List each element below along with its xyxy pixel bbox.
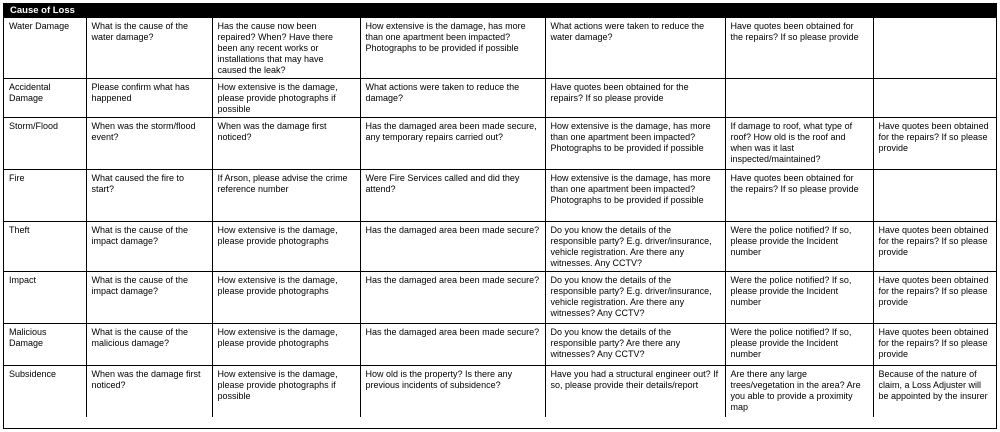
table-row xyxy=(4,324,996,366)
question-5: Have quotes been obtained for the repairs? If so please provide xyxy=(725,18,873,79)
question-6 xyxy=(873,170,996,222)
question-5 xyxy=(725,79,873,118)
question-4: Do you know the details of the responsible party? E.g. driver/insurance, vehicle registration. Are there any witnesses. Any CCTV? xyxy=(545,222,725,272)
question-2: How extensive is the damage, please provide photographs xyxy=(212,324,360,366)
question-2: When was the damage first noticed? xyxy=(212,118,360,170)
cause-of-loss-table xyxy=(3,3,997,429)
question-2: If Arson, please advise the crime reference number xyxy=(212,170,360,222)
question-4: Have you had a structural engineer out? If so, please provide their details/report xyxy=(545,366,725,417)
question-2: How extensive is the damage, please provide photographs if possible xyxy=(212,366,360,417)
question-1: What caused the fire to start? xyxy=(86,170,212,222)
question-5: Were the police notified? If so, please provide the Incident number xyxy=(725,272,873,324)
question-5: Have quotes been obtained for the repairs? If so please provide xyxy=(725,170,873,222)
question-3: Has the damaged area been made secure, any temporary repairs carried out? xyxy=(360,118,545,170)
question-4: Do you know the details of the responsible party? E.g. driver/insurance, vehicle registration. Are there any witnesses? Any CCTV? xyxy=(545,272,725,324)
question-5: If damage to roof, what type of roof? How old is the roof and when was it last inspected/maintained? xyxy=(725,118,873,170)
question-1: When was the damage first noticed? xyxy=(86,366,212,417)
question-2: How extensive is the damage, please provide photographs if possible xyxy=(212,79,360,118)
question-1: What is the cause of the malicious damage? xyxy=(86,324,212,366)
question-3: Has the damaged area been made secure? xyxy=(360,272,545,324)
cause-cell: Water Damage xyxy=(4,18,86,79)
table-title: Cause of Loss xyxy=(4,4,996,18)
table-row xyxy=(4,170,996,222)
questions-grid xyxy=(4,18,996,417)
question-1: Please confirm what has happened xyxy=(86,79,212,118)
table-row xyxy=(4,118,996,170)
question-6 xyxy=(873,79,996,118)
question-6: Have quotes been obtained for the repairs? If so please provide xyxy=(873,272,996,324)
cause-cell: Impact xyxy=(4,272,86,324)
question-5: Were the police notified? If so, please provide the Incident number xyxy=(725,324,873,366)
question-6: Because of the nature of claim, a Loss Adjuster will be appointed by the insurer xyxy=(873,366,996,417)
cause-cell: Theft xyxy=(4,222,86,272)
cause-cell: Fire xyxy=(4,170,86,222)
question-3: Has the damaged area been made secure? xyxy=(360,222,545,272)
question-3: How old is the property? Is there any previous incidents of subsidence? xyxy=(360,366,545,417)
question-6: Have quotes been obtained for the repairs? If so please provide xyxy=(873,118,996,170)
cause-cell: Malicious Damage xyxy=(4,324,86,366)
table-row xyxy=(4,272,996,324)
question-4: What actions were taken to reduce the water damage? xyxy=(545,18,725,79)
cause-cell: Accidental Damage xyxy=(4,79,86,118)
question-4: Do you know the details of the responsible party? Are there any witnesses? Any CCTV? xyxy=(545,324,725,366)
question-3: Has the damaged area been made secure? xyxy=(360,324,545,366)
question-3: What actions were taken to reduce the damage? xyxy=(360,79,545,118)
cause-cell: Storm/Flood xyxy=(4,118,86,170)
table-row xyxy=(4,18,996,79)
table-row xyxy=(4,79,996,118)
question-2: How extensive is the damage, please provide photographs xyxy=(212,222,360,272)
table-row xyxy=(4,222,996,272)
question-2: How extensive is the damage, please provide photographs xyxy=(212,272,360,324)
question-1: What is the cause of the impact damage? xyxy=(86,222,212,272)
question-1: What is the cause of the impact damage? xyxy=(86,272,212,324)
question-6: Have quotes been obtained for the repairs? If so please provide xyxy=(873,222,996,272)
question-2: Has the cause now been repaired? When? Have there been any recent works or installations that may have caused the leak? xyxy=(212,18,360,79)
question-5: Are there any large trees/vegetation in the area? Are you able to provide a proximity map xyxy=(725,366,873,417)
question-1: When was the storm/flood event? xyxy=(86,118,212,170)
question-3: Were Fire Services called and did they attend? xyxy=(360,170,545,222)
question-1: What is the cause of the water damage? xyxy=(86,18,212,79)
cause-cell: Subsidence xyxy=(4,366,86,417)
question-6 xyxy=(873,18,996,79)
question-4: How extensive is the damage, has more than one apartment been impacted? Photographs to be provided if possible xyxy=(545,170,725,222)
question-3: How extensive is the damage, has more than one apartment been impacted? Photographs to be provided if possible xyxy=(360,18,545,79)
question-6: Have quotes been obtained for the repairs? If so please provide xyxy=(873,324,996,366)
question-4: Have quotes been obtained for the repairs? If so please provide xyxy=(545,79,725,118)
question-5: Were the police notified? If so, please provide the Incident number xyxy=(725,222,873,272)
question-4: How extensive is the damage, has more than one apartment been impacted? Photographs to be provided if possible xyxy=(545,118,725,170)
table-row xyxy=(4,366,996,417)
